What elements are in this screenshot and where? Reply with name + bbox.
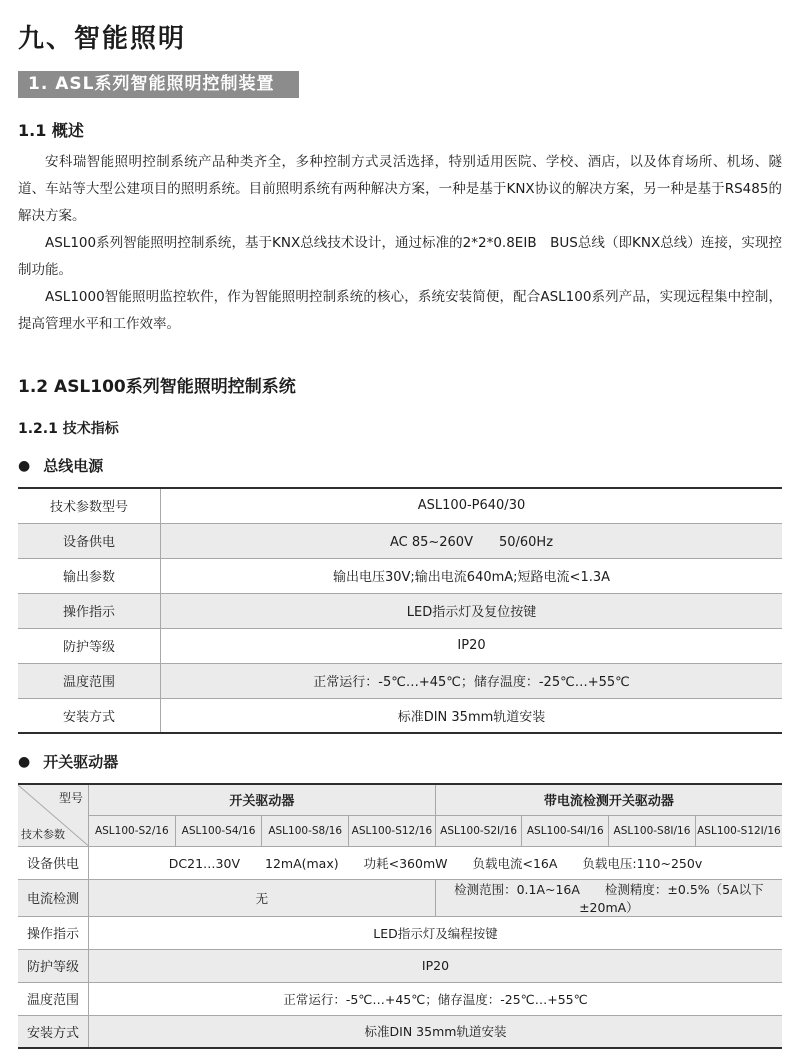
section-1-2-1-heading: 1.2.1 技术指标	[18, 421, 119, 437]
table-row	[18, 663, 782, 698]
spec-value: 输出电压30V;输出电流640mA;短路电流<1.3A	[161, 558, 783, 593]
section-bar	[18, 71, 299, 98]
switch-driver-table	[18, 783, 782, 1049]
spec-label: 安装方式	[18, 698, 161, 733]
model-header: ASL100-S2/16	[89, 815, 176, 846]
table-row	[18, 982, 782, 1015]
table-row	[18, 698, 782, 733]
table-row	[18, 879, 782, 916]
table-row	[18, 846, 782, 879]
model-header: ASL100-S4I/16	[522, 815, 609, 846]
table-row	[18, 628, 782, 663]
spec-value: 正常运行：-5℃…+45℃；储存温度：-25℃…+55℃	[89, 982, 783, 1015]
corner-bottom-label: 技术参数	[21, 827, 65, 841]
model-header: ASL100-S8I/16	[609, 815, 696, 846]
spec-label: 设备供电	[18, 846, 89, 879]
spec-label: 技术参数型号	[18, 488, 161, 523]
spec-value: AC 85~260V 50/60Hz	[161, 523, 783, 558]
spec-value: 标准DIN 35mm轨道安装	[89, 1015, 783, 1048]
section-bar-label: 1. ASL系列智能照明控制装置	[28, 74, 275, 94]
group-header: 带电流检测开关驱动器	[543, 794, 674, 810]
spec-value: 无	[89, 879, 436, 916]
spec-value: 正常运行：-5℃…+45℃；储存温度：-25℃…+55℃	[161, 663, 783, 698]
table-row	[18, 523, 782, 558]
spec-value: LED指示灯及复位按键	[161, 593, 783, 628]
bullet-icon: ●	[18, 457, 31, 474]
overview-heading: 1.1 概述	[18, 121, 84, 140]
paragraph: ASL100系列智能照明控制系统，基于KNX总线技术设计，通过标准的2*2*0.8EIB BUS总线（即KNX总线）连接，实现控制功能。	[18, 235, 782, 278]
spec-label: 防护等级	[18, 628, 161, 663]
table-header-row	[18, 815, 782, 846]
model-header: ASL100-S8/16	[262, 815, 349, 846]
table-row	[18, 1015, 782, 1048]
switch-driver-heading	[18, 751, 782, 772]
spec-label: 设备供电	[18, 523, 161, 558]
bus-power-table	[18, 487, 782, 734]
table-row	[18, 916, 782, 949]
corner-top-label: 型号	[58, 791, 83, 805]
table-row	[18, 558, 782, 593]
model-header: ASL100-S12I/16	[695, 815, 782, 846]
table-row	[18, 949, 782, 982]
model-param-corner-cell	[18, 784, 89, 846]
spec-value: ASL100-P640/30	[417, 498, 526, 514]
model-header: ASL100-S4/16	[175, 815, 262, 846]
spec-label: 安装方式	[18, 1015, 89, 1048]
spec-value: 检测范围：0.1A~16A 检测精度：±0.5%（5A以下±20mA）	[435, 879, 782, 916]
spec-label: 温度范围	[18, 982, 89, 1015]
bus-power-label: 总线电源	[43, 457, 104, 475]
table-header-row	[18, 784, 782, 815]
spec-value: 标准DIN 35mm轨道安装	[161, 698, 783, 733]
model-header: ASL100-S2I/16	[435, 815, 522, 846]
switch-driver-label: 开关驱动器	[43, 753, 119, 771]
spec-value: LED指示灯及编程按键	[89, 916, 783, 949]
spec-label: 温度范围	[18, 663, 161, 698]
spec-value: IP20	[161, 628, 783, 663]
group-header: 开关驱动器	[89, 784, 436, 815]
model-header: ASL100-S12/16	[349, 815, 436, 846]
bus-power-heading	[18, 455, 782, 476]
paragraph: 安科瑞智能照明控制系统产品种类齐全，多种控制方式灵活选择，特别适用医院、学校、酒店，以及体育场所、机场、隧道、车站等大型公建项目的照明系统。目前照明系统有两种解决方案，一种是基于KNX协议的解决方案，另一种是基于RS485的解决方案。	[18, 154, 782, 224]
spec-label: 电流检测	[18, 879, 89, 916]
spec-value: DC21…30V 12mA(max) 功耗<360mW 负载电流<16A 负载电压:110~250v	[89, 846, 783, 879]
paragraph: ASL1000智能照明监控软件，作为智能照明控制系统的核心，系统安装简便，配合ASL100系列产品，实现远程集中控制，提高管理水平和工作效率。	[18, 289, 782, 332]
spec-value: IP20	[89, 949, 783, 982]
overview-paragraphs	[18, 149, 782, 338]
spec-label: 输出参数	[18, 558, 161, 593]
bullet-icon: ●	[18, 753, 31, 770]
section-1-2-heading: 1.2 ASL100系列智能照明控制系统	[18, 377, 296, 397]
table-row	[18, 488, 782, 523]
spec-label: 操作指示	[18, 593, 161, 628]
spec-label: 防护等级	[18, 949, 89, 982]
spec-label: 操作指示	[18, 916, 89, 949]
page-title: 九、智能照明	[18, 24, 187, 54]
table-row	[18, 593, 782, 628]
